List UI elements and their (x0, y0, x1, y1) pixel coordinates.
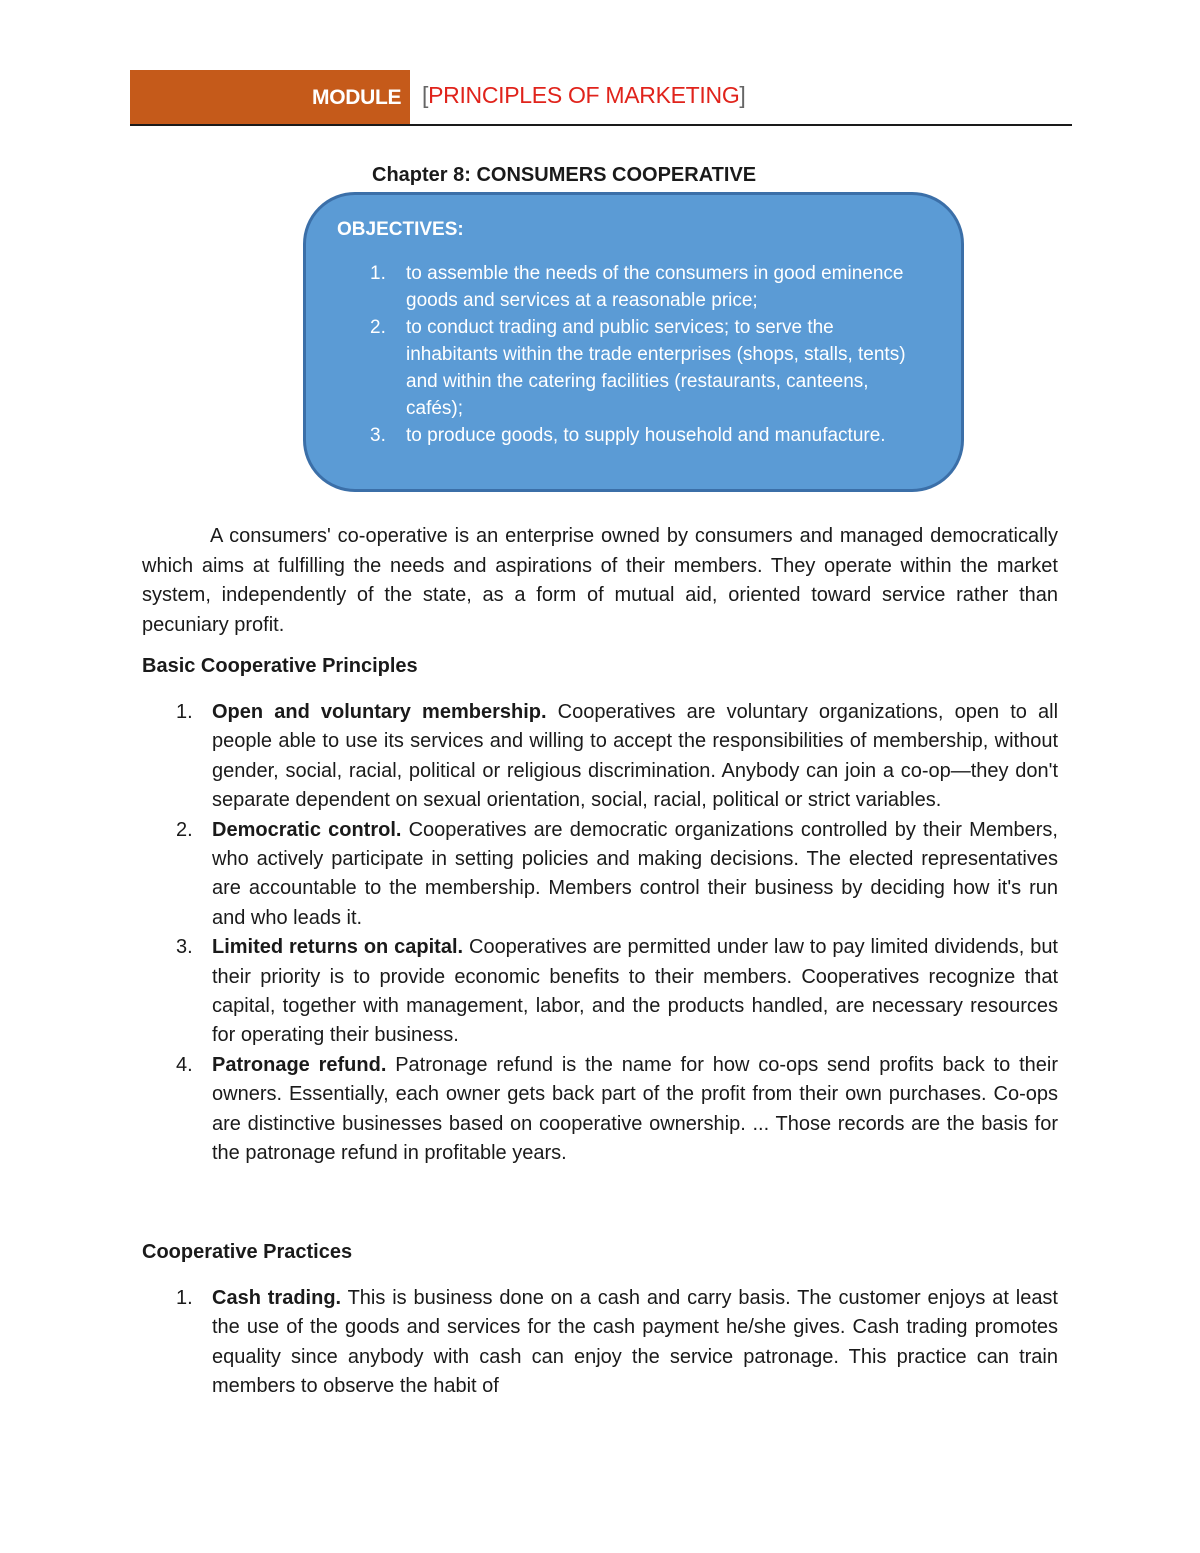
open-bracket: [ (422, 82, 429, 108)
objectives-box (303, 192, 964, 492)
principle-number: 1. (176, 701, 193, 723)
practices-heading: Cooperative Practices (142, 1241, 353, 1263)
objective-text: to produce goods, to supply household and manufacture. (406, 425, 886, 446)
principle-term: Patronage refund. (212, 1053, 387, 1076)
principle-number: 4. (176, 1053, 193, 1076)
objective-number: 3. (370, 425, 386, 446)
course-title (422, 82, 746, 109)
chapter-title: Chapter 8: CONSUMERS COOPERATIVE (372, 164, 757, 186)
intro-paragraph: A consumers' co-operative is an enterprise owned by consumers and managed democratically which aims at fulfilling the needs and aspirations of their members. They operate within the market system, independently of the state, as a form of mutual aid, oriented toward service rather than pecuniary profit. (142, 525, 1058, 636)
principle-term: Open and voluntary membership. (212, 701, 547, 723)
objective-text: to assemble the needs of the consumers in good eminence goods and services at a reasonable price; (406, 263, 904, 311)
principle-number: 2. (176, 818, 193, 841)
principle-text: Cooperatives are democratic organizations controlled by their Members, who actively participate in setting policies and making decisions. The elected representatives are accountable to the membership. Members control their business by deciding how it's run and who leads it. (212, 818, 1058, 929)
principle-text: Patronage refund is the name for how co-ops send profits back to their owners. Essentially, each owner gets back part of the profit from their own purchases. Co-ops are distinctive businesses based on cooperative ownership. ... Those records are the basis for the patronage refund in profitable years. (212, 1053, 1058, 1165)
principle-term: Democratic control. (212, 818, 402, 841)
principle-text: Cooperatives are permitted under law to pay limited dividends, but their priority is to provide economic benefits to their members. Cooperatives recognize that capital, together with management, labor, and the products handled, are necessary resources for operating their business. (212, 936, 1058, 1047)
objective-item (342, 314, 912, 422)
principles-list (142, 698, 1058, 1169)
principle-term: Limited returns on capital. (212, 936, 464, 959)
objective-text: to conduct trading and public services; to serve the inhabitants within the trade enterprises (shops, stalls, tents) and within the catering facilities (restaurants, canteens, cafés); (406, 317, 906, 419)
objective-number: 2. (370, 317, 386, 338)
principle-number: 3. (176, 936, 193, 959)
practice-text: This is business done on a cash and carry basis. The customer enjoys at least the use of the goods and services for the cash payment he/she gives. Cash trading promotes equality since anybody with cash can enjoy the service patronage. This practice can train members to observe the habit of (212, 1287, 1058, 1398)
practice-term: Cash trading. (212, 1287, 342, 1309)
objectives-heading: OBJECTIVES: (337, 219, 464, 240)
objective-item (342, 260, 912, 314)
principle-text: Cooperatives are voluntary organizations, open to all people able to use its services and willing to accept the responsibilities of membership, without gender, social, racial, political or religious discrimination. Anybody can join a co-op—they don't separate dependent on sexual orientation, social, racial, political or strict variables. (212, 701, 1059, 812)
practice-item (142, 1284, 1058, 1402)
principle-item (142, 816, 1058, 934)
objective-number: 1. (370, 263, 386, 284)
objective-item (342, 422, 912, 449)
principle-item (142, 1051, 1058, 1169)
practices-list (142, 1284, 1058, 1402)
principle-item (142, 698, 1058, 816)
objectives-list (342, 260, 912, 449)
principle-item (142, 933, 1058, 1051)
header-rule (130, 124, 1072, 126)
principles-heading: Basic Cooperative Principles (142, 655, 418, 677)
close-bracket: ] (739, 82, 746, 108)
course-title-text: PRINCIPLES OF MARKETING (428, 82, 740, 108)
practice-number: 1. (176, 1287, 193, 1309)
module-label: MODULE (312, 86, 402, 109)
